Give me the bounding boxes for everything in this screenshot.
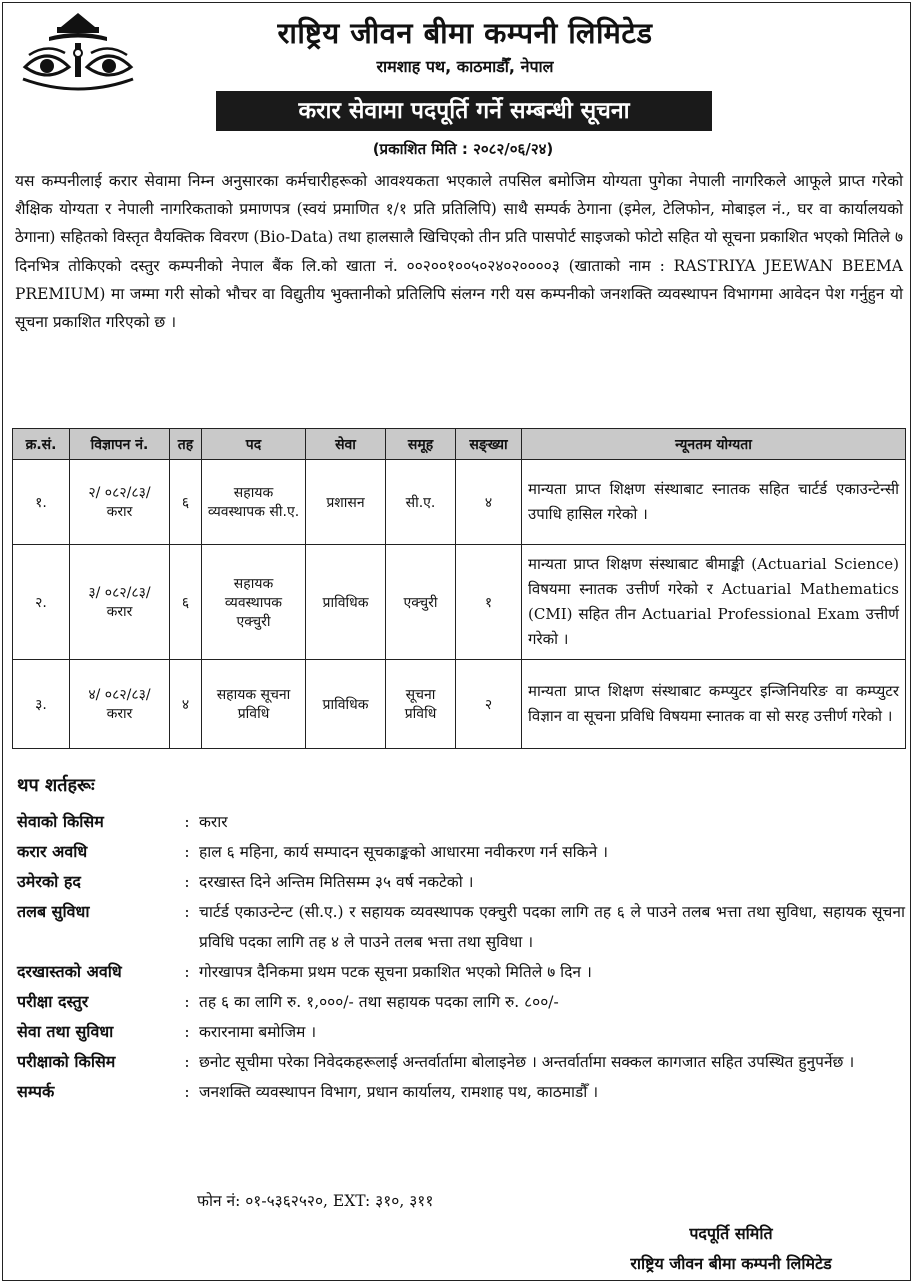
term-value: तह ६ का लागि रु. १,०००/- तथा सहायक पदका लागि रु. ८००/- [199, 993, 559, 1011]
terms-title: थप शर्तहरूः [17, 775, 95, 796]
company-logo-icon [19, 9, 137, 95]
cell-count: २ [456, 660, 522, 749]
header-service: सेवा [306, 429, 386, 460]
cell-qualification: मान्यता प्राप्त शिक्षण संस्थाबाट कम्प्युटर इन्जिनियरिङ वा कम्प्युटर विज्ञान वा सूचना प्रविधि विषयमा स्नातक वा सो सरह उत्तीर्ण गरेको । [522, 660, 906, 749]
term-row [17, 957, 905, 987]
term-colon: : [184, 1023, 190, 1041]
cell-count: १ [456, 545, 522, 660]
term-label: दरखास्तको अवधि [17, 962, 122, 981]
header-level: तह [170, 429, 202, 460]
term-value: छनोट सूचीमा परेका निवेदकहरूलाई अन्तर्वार्तामा बोलाइनेछ । अन्तर्वार्तामा सक्कल कागजात सहित उपस्थित हुनुपर्नेछ । [199, 1053, 855, 1071]
term-label: उमेरको हद [17, 872, 81, 891]
term-label: सेवा तथा सुविधा [17, 1022, 114, 1041]
cell-service: प्राविधिक [306, 545, 386, 660]
table-row [13, 660, 906, 749]
term-row [17, 807, 905, 837]
header-qualification: न्यूनतम योग्यता [522, 429, 906, 460]
term-colon: : [184, 993, 190, 1011]
vacancy-table [12, 428, 906, 749]
term-colon: : [184, 873, 190, 891]
published-date: (प्रकाशित मिति : २०८२/०६/२४) [372, 140, 554, 158]
cell-qualification: मान्यता प्राप्त शिक्षण संस्थाबाट स्नातक सहित चार्टर्ड एकाउन्टेन्सी उपाधि हासिल गरेको । [522, 460, 906, 545]
org-name: राष्ट्रिय जीवन बीमा कम्पनी लिमिटेड [277, 16, 653, 50]
term-colon: : [184, 903, 190, 921]
signature-org: राष्ट्रिय जीवन बीमा कम्पनी लिमिटेड [630, 1254, 832, 1273]
cell-group: एक्चुरी [386, 545, 456, 660]
cell-sn: ३. [13, 660, 70, 749]
term-row [17, 987, 905, 1017]
table-row [13, 545, 906, 660]
term-colon: : [184, 1083, 190, 1101]
signature-block [566, 1219, 896, 1279]
cell-post: सहायक सूचना प्रविधि [202, 660, 306, 749]
notice-page [2, 2, 911, 1281]
cell-post: सहायक व्यवस्थापक सी.ए. [202, 460, 306, 545]
header-group: समूह [386, 429, 456, 460]
cell-ad-no: ४/ ०८२/८३/ करार [70, 660, 170, 749]
term-label: सम्पर्क [17, 1082, 55, 1101]
terms-list [17, 807, 905, 1107]
header-ad-no: विज्ञापन नं. [70, 429, 170, 460]
cell-service: प्रशासन [306, 460, 386, 545]
term-label: तलब सुविधा [17, 902, 90, 921]
term-row [17, 1017, 905, 1047]
cell-group: सूचना प्रविधि [386, 660, 456, 749]
table-row [13, 460, 906, 545]
term-value: गोरखापत्र दैनिकमा प्रथम पटक सूचना प्रकाशित भएको मितिले ७ दिन । [199, 963, 592, 981]
header-post: पद [202, 429, 306, 460]
term-colon: : [184, 843, 190, 861]
cell-service: प्राविधिक [306, 660, 386, 749]
term-row [17, 837, 905, 867]
term-value: करार [199, 813, 228, 831]
term-row [17, 897, 905, 957]
term-row [17, 1047, 905, 1077]
cell-level: ६ [170, 545, 202, 660]
cell-level: ४ [170, 660, 202, 749]
term-value: करारनामा बमोजिम । [199, 1023, 317, 1041]
term-value: जनशक्ति व्यवस्थापन विभाग, प्रधान कार्यालय, रामशाह पथ, काठमाडौँ । [199, 1083, 599, 1101]
term-colon: : [184, 813, 190, 831]
term-row [17, 867, 905, 897]
cell-sn: १. [13, 460, 70, 545]
cell-count: ४ [456, 460, 522, 545]
signature-committee: पदपूर्ति समिति [689, 1224, 773, 1243]
cell-sn: २. [13, 545, 70, 660]
org-address: रामशाह पथ, काठमाडौँ, नेपाल [376, 57, 554, 76]
cell-ad-no: ३/ ०८२/८३/ करार [70, 545, 170, 660]
intro-paragraph: यस कम्पनीलाई करार सेवामा निम्न अनुसारका कर्मचारीहरूको आवश्यकता भएकाले तपसिल बमोजिम योग्यता पुगेका नेपाली नागरिकले आफूले प्राप्त गरेको शैक्षिक योग्यता र नेपाली नागरिकताको प्रमाणपत्र (स्वयं प्रमाणित १/१ प्रति प्रतिलिपि) साथै सम्पर्क ठेगाना (इमेल, टेलिफोन, मोबाइल नं., घर वा कार्यालयको ठेगाना) सहितको विस्तृत वैयक्तिक विवरण (Bio-Data) तथा हालसालै खिचिएको तीन प्रति पासपोर्ट साइजको फोटो सहित यो सूचना प्रकाशित भएको मितिले ७ दिनभित्र तोकिएको दस्तुर कम्पनीको नेपाल बैंक लि.को खाता नं. ००२००१००५०२४०२००००३ (खाताको नाम : RASTRIYA JEEWAN BEEMA PREMIUM) मा जम्मा गरी सोको भौचर वा विद्युतीय भुक्तानीको प्रतिलिपि संलग्न गरी यस कम्पनीको जनशक्ति व्यवस्थापन विभागमा आवेदन पेश गर्नुहुन यो सूचना प्रकाशित गरिएको छ । [15, 172, 904, 332]
cell-qualification: मान्यता प्राप्त शिक्षण संस्थाबाट बीमाङ्की (Actuarial Science) विषयमा स्नातक उत्तीर्ण गरेको र Actuarial Mathematics (CMI) सहित तीन Actuarial Professional Exam उत्तीर्ण गरेको । [522, 545, 906, 660]
term-colon: : [184, 1053, 190, 1071]
term-row [17, 1077, 905, 1107]
contact-phone: फोन नं: ०१-५३६२५२०, EXT: ३१०, ३११ [197, 1192, 434, 1210]
notice-title: करार सेवामा पदपूर्ति गर्ने सम्बन्धी सूचना [216, 91, 712, 131]
table-header-row [13, 429, 906, 460]
term-label: परीक्षा दस्तुर [17, 992, 89, 1011]
term-value: दरखास्त दिने अन्तिम मितिसम्म ३५ वर्ष नकटेको । [199, 873, 474, 891]
header-count: सङ्ख्या [456, 429, 522, 460]
term-value: हाल ६ महिना, कार्य सम्पादन सूचकाङ्कको आधारमा नवीकरण गर्न सकिने । [199, 843, 608, 861]
term-colon: : [184, 963, 190, 981]
term-label: सेवाको किसिम [17, 812, 104, 831]
term-label: करार अवधि [17, 842, 88, 861]
cell-ad-no: २/ ०८२/८३/ करार [70, 460, 170, 545]
header-sn: क्र.सं. [13, 429, 70, 460]
cell-level: ६ [170, 460, 202, 545]
term-label: परीक्षाको किसिम [17, 1052, 116, 1071]
cell-post: सहायक व्यवस्थापक एक्चुरी [202, 545, 306, 660]
cell-group: सी.ए. [386, 460, 456, 545]
term-value: चार्टर्ड एकाउन्टेन्ट (सी.ए.) र सहायक व्यवस्थापक एक्चुरी पदका लागि तह ६ ले पाउने तलब भत्ता तथा सुविधा, सहायक सूचना प्रविधि पदका लागि तह ४ ले पाउने तलब भत्ता तथा सुविधा । [199, 903, 905, 951]
